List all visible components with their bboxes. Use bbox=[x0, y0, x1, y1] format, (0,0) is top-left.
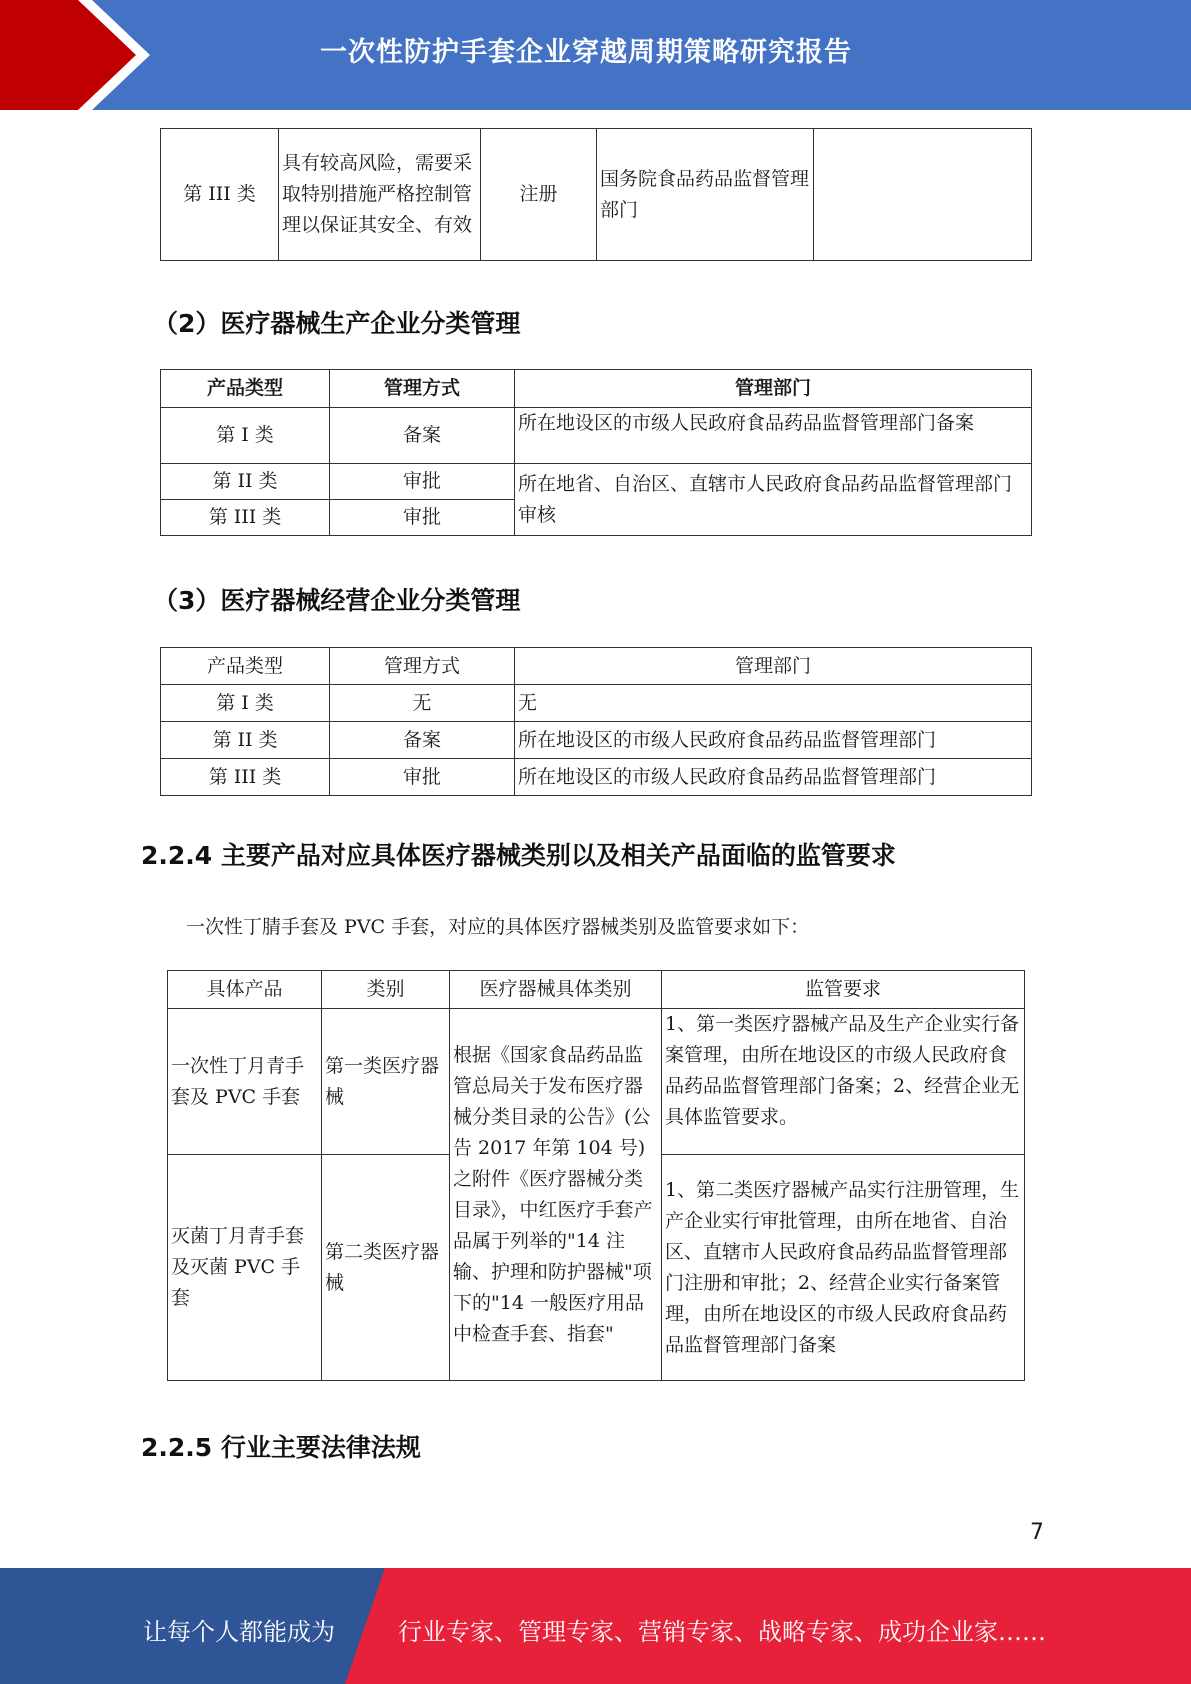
header-device-class: 医疗器械具体类别 bbox=[450, 971, 662, 1009]
section-heading-2-2-5: 2.2.5 行业主要法律法规 bbox=[141, 1433, 421, 1462]
section-heading-production: （2）医疗器械生产企业分类管理 bbox=[153, 309, 521, 338]
product-requirement-table bbox=[167, 970, 1025, 1381]
type-cell: 第 II 类 bbox=[161, 464, 330, 500]
table-header-row bbox=[161, 648, 1032, 685]
method-cell: 无 bbox=[330, 685, 515, 722]
dept-cell: 所在地设区的市级人民政府食品药品监督管理部门备案 bbox=[515, 408, 1032, 464]
requirement-cell: 1、第二类医疗器械产品实行注册管理，生产企业实行审批管理，由所在地省、自治区、直辖市人民政府食品药品监督管理部门注册和审批；2、经营企业实行备案管理，由所在地设区的市级人民政府食品药品监督管理部门备案 bbox=[662, 1155, 1025, 1381]
type-cell: 第 III 类 bbox=[161, 759, 330, 796]
category-cell: 第二类医疗器械 bbox=[322, 1155, 450, 1381]
header-method: 管理方式 bbox=[330, 648, 515, 685]
risk-cell: 具有较高风险，需要采取特别措施严格控制管理以保证其安全、有效 bbox=[279, 129, 481, 261]
header-dept: 管理部门 bbox=[515, 370, 1032, 408]
header-product-type: 产品类型 bbox=[161, 370, 330, 408]
footer-slogan-left: 让每个人都能成为 bbox=[143, 1618, 335, 1646]
device-class-cell: 根据《国家食品药品监管总局关于发布医疗器械分类目录的公告》(公告 2017 年第 104 号)之附件《医疗器械分类目录》，中红医疗手套产品属于列举的"14 注输、护理和防护器械"项下的"14 一般医疗用品中检查手套、指套" bbox=[450, 1009, 662, 1381]
table-row bbox=[161, 685, 1032, 722]
table-row bbox=[161, 722, 1032, 759]
page-footer bbox=[0, 1568, 1191, 1684]
operation-class-table bbox=[160, 647, 1032, 796]
section-heading-operation: （3）医疗器械经营企业分类管理 bbox=[153, 586, 521, 615]
method-cell: 注册 bbox=[481, 129, 597, 261]
dept-cell: 国务院食品药品监督管理部门 bbox=[597, 129, 814, 261]
class-cell: 第 III 类 bbox=[161, 129, 279, 261]
header-product: 具体产品 bbox=[168, 971, 322, 1009]
page-header bbox=[0, 0, 1191, 110]
table-row bbox=[161, 759, 1032, 796]
dept-cell: 所在地设区的市级人民政府食品药品监督管理部门 bbox=[515, 722, 1032, 759]
empty-cell bbox=[814, 129, 1032, 261]
type-cell: 第 I 类 bbox=[161, 408, 330, 464]
report-title: 一次性防护手套企业穿越周期策略研究报告 bbox=[320, 37, 852, 68]
method-cell: 备案 bbox=[330, 722, 515, 759]
requirement-cell: 1、第一类医疗器械产品及生产企业实行备案管理，由所在地设区的市级人民政府食品药品监督管理部门备案；2、经营企业无具体监管要求。 bbox=[662, 1009, 1025, 1155]
table-header-row bbox=[168, 971, 1025, 1009]
table-row bbox=[161, 129, 1032, 261]
method-cell: 审批 bbox=[330, 759, 515, 796]
header-method: 管理方式 bbox=[330, 370, 515, 408]
type-cell: 第 II 类 bbox=[161, 722, 330, 759]
footer-slogan-right: 行业专家、管理专家、营销专家、战略专家、成功企业家…… bbox=[398, 1618, 1046, 1646]
product-cell: 一次性丁月青手套及 PVC 手套 bbox=[168, 1009, 322, 1155]
method-cell: 审批 bbox=[330, 500, 515, 536]
table-row bbox=[168, 1009, 1025, 1155]
category-cell: 第一类医疗器械 bbox=[322, 1009, 450, 1155]
dept-cell: 所在地设区的市级人民政府食品药品监督管理部门 bbox=[515, 759, 1032, 796]
intro-paragraph: 一次性丁腈手套及 PVC 手套，对应的具体医疗器械类别及监管要求如下： bbox=[186, 916, 810, 938]
table-row bbox=[161, 464, 1032, 500]
header-dept: 管理部门 bbox=[515, 648, 1032, 685]
table-row bbox=[161, 408, 1032, 464]
section-heading-2-2-4: 2.2.4 主要产品对应具体医疗器械类别以及相关产品面临的监管要求 bbox=[141, 841, 896, 870]
method-cell: 审批 bbox=[330, 464, 515, 500]
dept-cell: 所在地省、自治区、直辖市人民政府食品药品监督管理部门审核 bbox=[515, 464, 1032, 536]
product-cell: 灭菌丁月青手套及灭菌 PVC 手套 bbox=[168, 1155, 322, 1381]
header-category: 类别 bbox=[322, 971, 450, 1009]
dept-cell: 无 bbox=[515, 685, 1032, 722]
type-cell: 第 I 类 bbox=[161, 685, 330, 722]
method-cell: 备案 bbox=[330, 408, 515, 464]
production-class-table bbox=[160, 369, 1032, 536]
type-cell: 第 III 类 bbox=[161, 500, 330, 536]
table-header-row bbox=[161, 370, 1032, 408]
header-requirement: 监管要求 bbox=[662, 971, 1025, 1009]
device-class-table-continued bbox=[160, 128, 1032, 261]
header-product-type: 产品类型 bbox=[161, 648, 330, 685]
page-number: 7 bbox=[1030, 1520, 1044, 1545]
